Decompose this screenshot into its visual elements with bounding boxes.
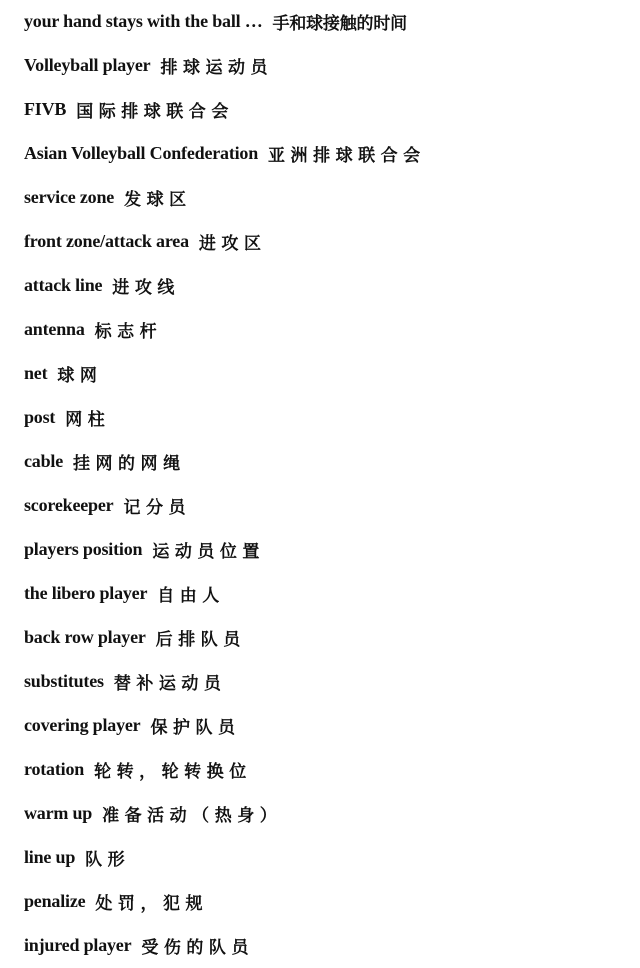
list-item <box>24 703 634 747</box>
list-item <box>24 219 634 263</box>
chinese-translation: 运 动 员 位 置 <box>152 541 260 562</box>
english-term: Volleyball player <box>24 54 151 75</box>
list-item <box>24 791 634 835</box>
english-term: injured player <box>24 934 132 955</box>
chinese-translation: 网 柱 <box>65 409 105 430</box>
english-term: penalize <box>24 890 86 911</box>
list-item <box>24 615 634 659</box>
chinese-translation: 挂 网 的 网 绳 <box>73 453 180 474</box>
list-item <box>24 527 634 571</box>
chinese-translation: 轮 转 ， 轮 转 换 位 <box>94 761 246 782</box>
english-term: front zone/attack area <box>24 230 189 251</box>
english-term: post <box>24 406 56 427</box>
chinese-translation: 国 际 排 球 联 合 会 <box>76 101 229 122</box>
list-item <box>24 307 634 351</box>
list-item <box>24 923 634 967</box>
chinese-translation: 排 球 运 动 员 <box>160 57 268 78</box>
chinese-translation: 后 排 队 员 <box>155 629 241 650</box>
list-item <box>24 175 634 219</box>
chinese-translation: 标 志 杆 <box>94 321 157 342</box>
list-item <box>24 483 634 527</box>
list-item <box>24 0 634 43</box>
english-term: net <box>24 362 48 383</box>
list-item <box>24 439 634 483</box>
english-term: service zone <box>24 186 115 207</box>
english-term: scorekeeper <box>24 494 114 515</box>
english-term: players position <box>24 538 143 559</box>
chinese-translation: 受 伤 的 队 员 <box>141 937 249 958</box>
chinese-translation: 处 罚 ， 犯 规 <box>95 893 203 914</box>
english-term: rotation <box>24 758 85 779</box>
list-item <box>24 571 634 615</box>
chinese-translation: 手和球接触的时间 <box>272 13 407 34</box>
chinese-translation: 进 攻 线 <box>112 277 175 298</box>
english-term: attack line <box>24 274 103 295</box>
list-item <box>24 747 634 791</box>
english-term: covering player <box>24 714 141 735</box>
english-term: line up <box>24 846 76 867</box>
vocabulary-list <box>24 0 634 968</box>
chinese-translation: 球 网 <box>57 365 97 386</box>
chinese-translation: 队 形 <box>85 849 125 870</box>
english-term: your hand stays with the ball … <box>24 10 263 31</box>
english-term: substitutes <box>24 670 104 691</box>
english-term: cable <box>24 450 63 471</box>
chinese-translation: 保 护 队 员 <box>150 717 235 738</box>
list-item <box>24 659 634 703</box>
chinese-translation: 自 由 人 <box>157 585 220 606</box>
list-item <box>24 395 634 439</box>
chinese-translation: 发 球 区 <box>124 189 186 210</box>
list-item <box>24 879 634 923</box>
list-item <box>24 43 634 87</box>
list-item <box>24 351 634 395</box>
chinese-translation: 进 攻 区 <box>198 233 261 254</box>
english-term: Asian Volleyball Confederation <box>24 142 259 163</box>
list-item <box>24 87 634 131</box>
english-term: back row player <box>24 626 146 647</box>
english-term: the libero player <box>24 582 148 603</box>
list-item <box>24 835 634 879</box>
english-term: FIVB <box>24 98 67 119</box>
chinese-translation: 亚 洲 排 球 联 合 会 <box>268 145 420 166</box>
list-item <box>24 131 634 175</box>
english-term: antenna <box>24 318 85 339</box>
chinese-translation: 记 分 员 <box>123 497 186 518</box>
list-item <box>24 263 634 307</box>
chinese-translation: 替 补 运 动 员 <box>113 673 221 694</box>
chinese-translation: 准 备 活 动 （ 热 身 ） <box>102 805 277 826</box>
english-term: warm up <box>24 802 93 823</box>
